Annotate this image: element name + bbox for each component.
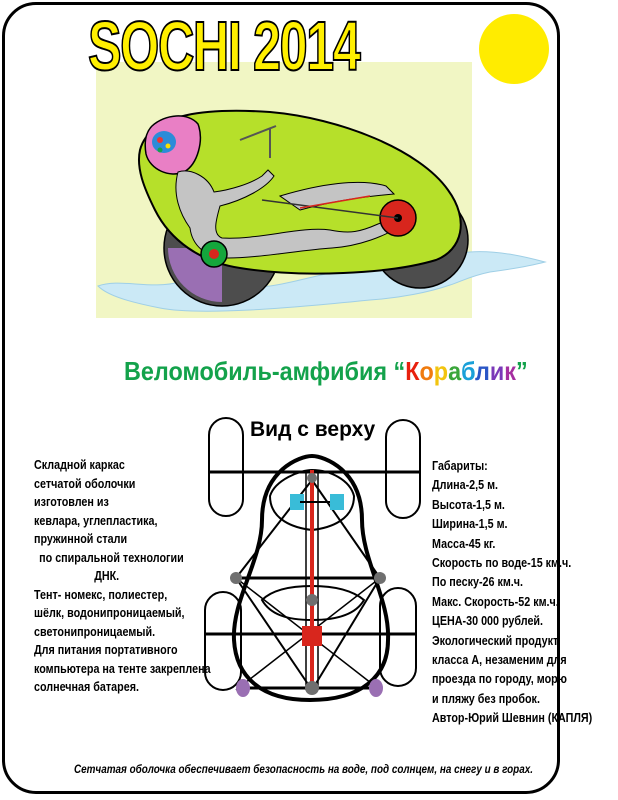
- poster-title: SOCHI 2014: [88, 7, 360, 85]
- spec-line: По песку-26 км.ч.: [432, 575, 524, 590]
- description-line: шёлк, водонипроницаемый,: [34, 606, 185, 620]
- description-line: компьютера на тенте закреплена: [34, 661, 211, 676]
- materials-description: [34, 456, 239, 697]
- subtitle-quote-open: “: [393, 356, 406, 386]
- description-line: по спиральной технологии: [39, 550, 184, 565]
- wheel-rear-right: [380, 588, 416, 686]
- description-line: Для питания портативного: [34, 643, 178, 657]
- spec-line: проезда по городу, морю: [432, 672, 567, 687]
- description-line: Тент- номекс, полиестер,: [34, 587, 168, 602]
- subtitle-name-letter: р: [433, 356, 449, 386]
- spec-line: Масса-45 кг.: [432, 536, 496, 551]
- subtitle-name-letter: б: [461, 356, 475, 386]
- spec-line: ЦЕНА-30 000 рублей.: [432, 614, 544, 629]
- description-line: изготовлен из: [34, 495, 109, 509]
- specifications-list: [432, 457, 618, 729]
- spec-line: и пляжу без пробок.: [432, 691, 540, 706]
- subtitle-product-name: [405, 356, 516, 386]
- side-view-illustration: [98, 111, 545, 312]
- spec-line: Длина-2,5 м.: [432, 478, 499, 493]
- subtitle-name-letter: К: [405, 356, 420, 386]
- spec-line: Высота-1,5 м.: [432, 497, 505, 512]
- spec-line: Макс. Скорость-52 км.ч.: [432, 594, 559, 609]
- spec-line: Ширина-1,5 м.: [432, 517, 508, 532]
- spec-line: Автор-Юрий Шевнин (КАПЛЯ): [432, 711, 593, 726]
- wheel-front-right: [386, 420, 420, 518]
- description-line: пружинной стали: [34, 532, 128, 546]
- spec-line: Скорость по воде-15 км.ч.: [432, 556, 572, 571]
- description-line: солнечная батарея.: [34, 680, 139, 694]
- subtitle-quote-close: ”: [515, 356, 528, 386]
- spec-line: Габариты:: [432, 459, 488, 473]
- description-line: сетчатой оболочки: [34, 476, 136, 491]
- subtitle-name-letter: к: [504, 356, 516, 386]
- subtitle-name-letter: а: [448, 356, 462, 386]
- subtitle-prefix: Веломобиль-амфибия: [124, 356, 394, 386]
- pedal-right: [330, 494, 344, 510]
- subtitle-name-letter: л: [475, 356, 490, 386]
- helmet-visor: [152, 131, 176, 153]
- top-view-label: Вид с верху: [250, 418, 376, 441]
- description-line: Складной каркас: [34, 458, 125, 472]
- spec-line: Экологический продукт: [432, 633, 559, 648]
- footer-note: Сетчатая оболочка обеспечивает безопасность на воде, под солнцем, на снегу и в горах.: [74, 764, 533, 776]
- subtitle-name-letter: и: [489, 356, 505, 386]
- description-line: ДНК.: [94, 569, 120, 583]
- description-line: светонипроницаемый.: [34, 624, 156, 639]
- subtitle-name-letter: о: [419, 356, 434, 386]
- description-line: кевлара, углепластика,: [34, 513, 158, 528]
- spec-line: класса А, незаменим для: [432, 653, 567, 668]
- caster-right: [369, 679, 383, 697]
- product-subtitle: [124, 356, 528, 387]
